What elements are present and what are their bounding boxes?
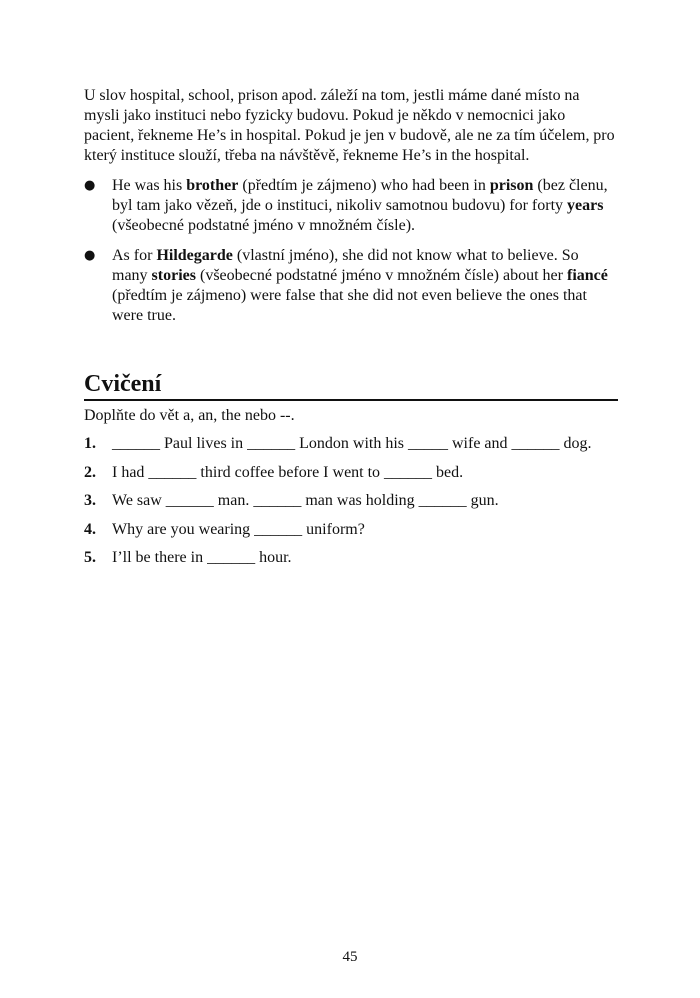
text-run: (bez členu, byl tam jako vězeň, jde o instituci, nikoliv samotnou budovu) for forty [112,177,608,214]
bold-term: fiancé [566,267,608,284]
example-item [84,176,618,236]
bullet-icon: ● [84,248,96,263]
exercise-number: 5. [84,549,96,566]
exercise-sentence: I’ll be there in ______ hour. [112,549,292,566]
exercise-list [84,434,618,577]
exercise-number: 1. [84,435,96,452]
text-run: (všeobecné podstatné jméno v množném čísle). [112,217,416,234]
exercise-section [84,371,618,577]
text-run: (předtím je zájmeno) were false that she did not even believe the ones that were true. [112,287,587,324]
bold-term: Hildegarde [156,247,233,264]
bold-term: stories [151,267,196,284]
bold-term: years [567,197,604,214]
bold-term: brother [186,177,239,194]
exercise-sentence: Why are you wearing ______ uniform? [112,520,365,538]
exercise-number: 3. [84,492,96,509]
example-list [84,176,618,326]
text-run: (vlastní jméno), she did not know what to believe. So many [112,247,579,284]
text-run: He was his [112,177,187,194]
exercise-sentence: I had ______ third coffee before I went to ______ bed. [112,463,464,481]
exercise-number: 2. [84,463,96,481]
intro-paragraph: U slov hospital, school, prison apod. záleží na tom, jestli máme dané místo na mysli jako instituci nebo fyzicky budovu. Pokud je někdo v nemocnici jako pacient, řekneme He’s in hospital. Pokud je jen v budově, ale ne za tím účelem, pro který instituce slouží, třeba na návštěvě, řekneme He’s in the hospital. [84,87,615,164]
page-number: 45 [342,949,358,965]
text-run: (všeobecné podstatné jméno v množném čísle) about her [195,267,567,284]
exercise-item [84,548,618,577]
exercise-item [84,520,618,549]
exercise-heading: Cvičení [84,374,618,401]
example-text [112,176,618,236]
exercise-item [84,434,618,463]
exercise-sentence: ______ Paul lives in ______ London with his _____ wife and ______ dog. [112,435,592,452]
example-text [112,246,618,326]
example-item [84,246,618,326]
exercise-item [84,463,618,492]
bold-term: prison [489,177,534,194]
text-run: As for [112,247,157,264]
exercise-instruction: Doplňte do vět a, an, the nebo --. [84,407,295,424]
exercise-number: 4. [84,520,96,538]
bullet-icon: ● [84,178,96,193]
text-run: (předtím je zájmeno) who had been in [238,177,490,194]
exercise-sentence: We saw ______ man. ______ man was holding ______ gun. [112,492,499,509]
exercise-item [84,491,618,520]
explanation-section [84,86,618,336]
